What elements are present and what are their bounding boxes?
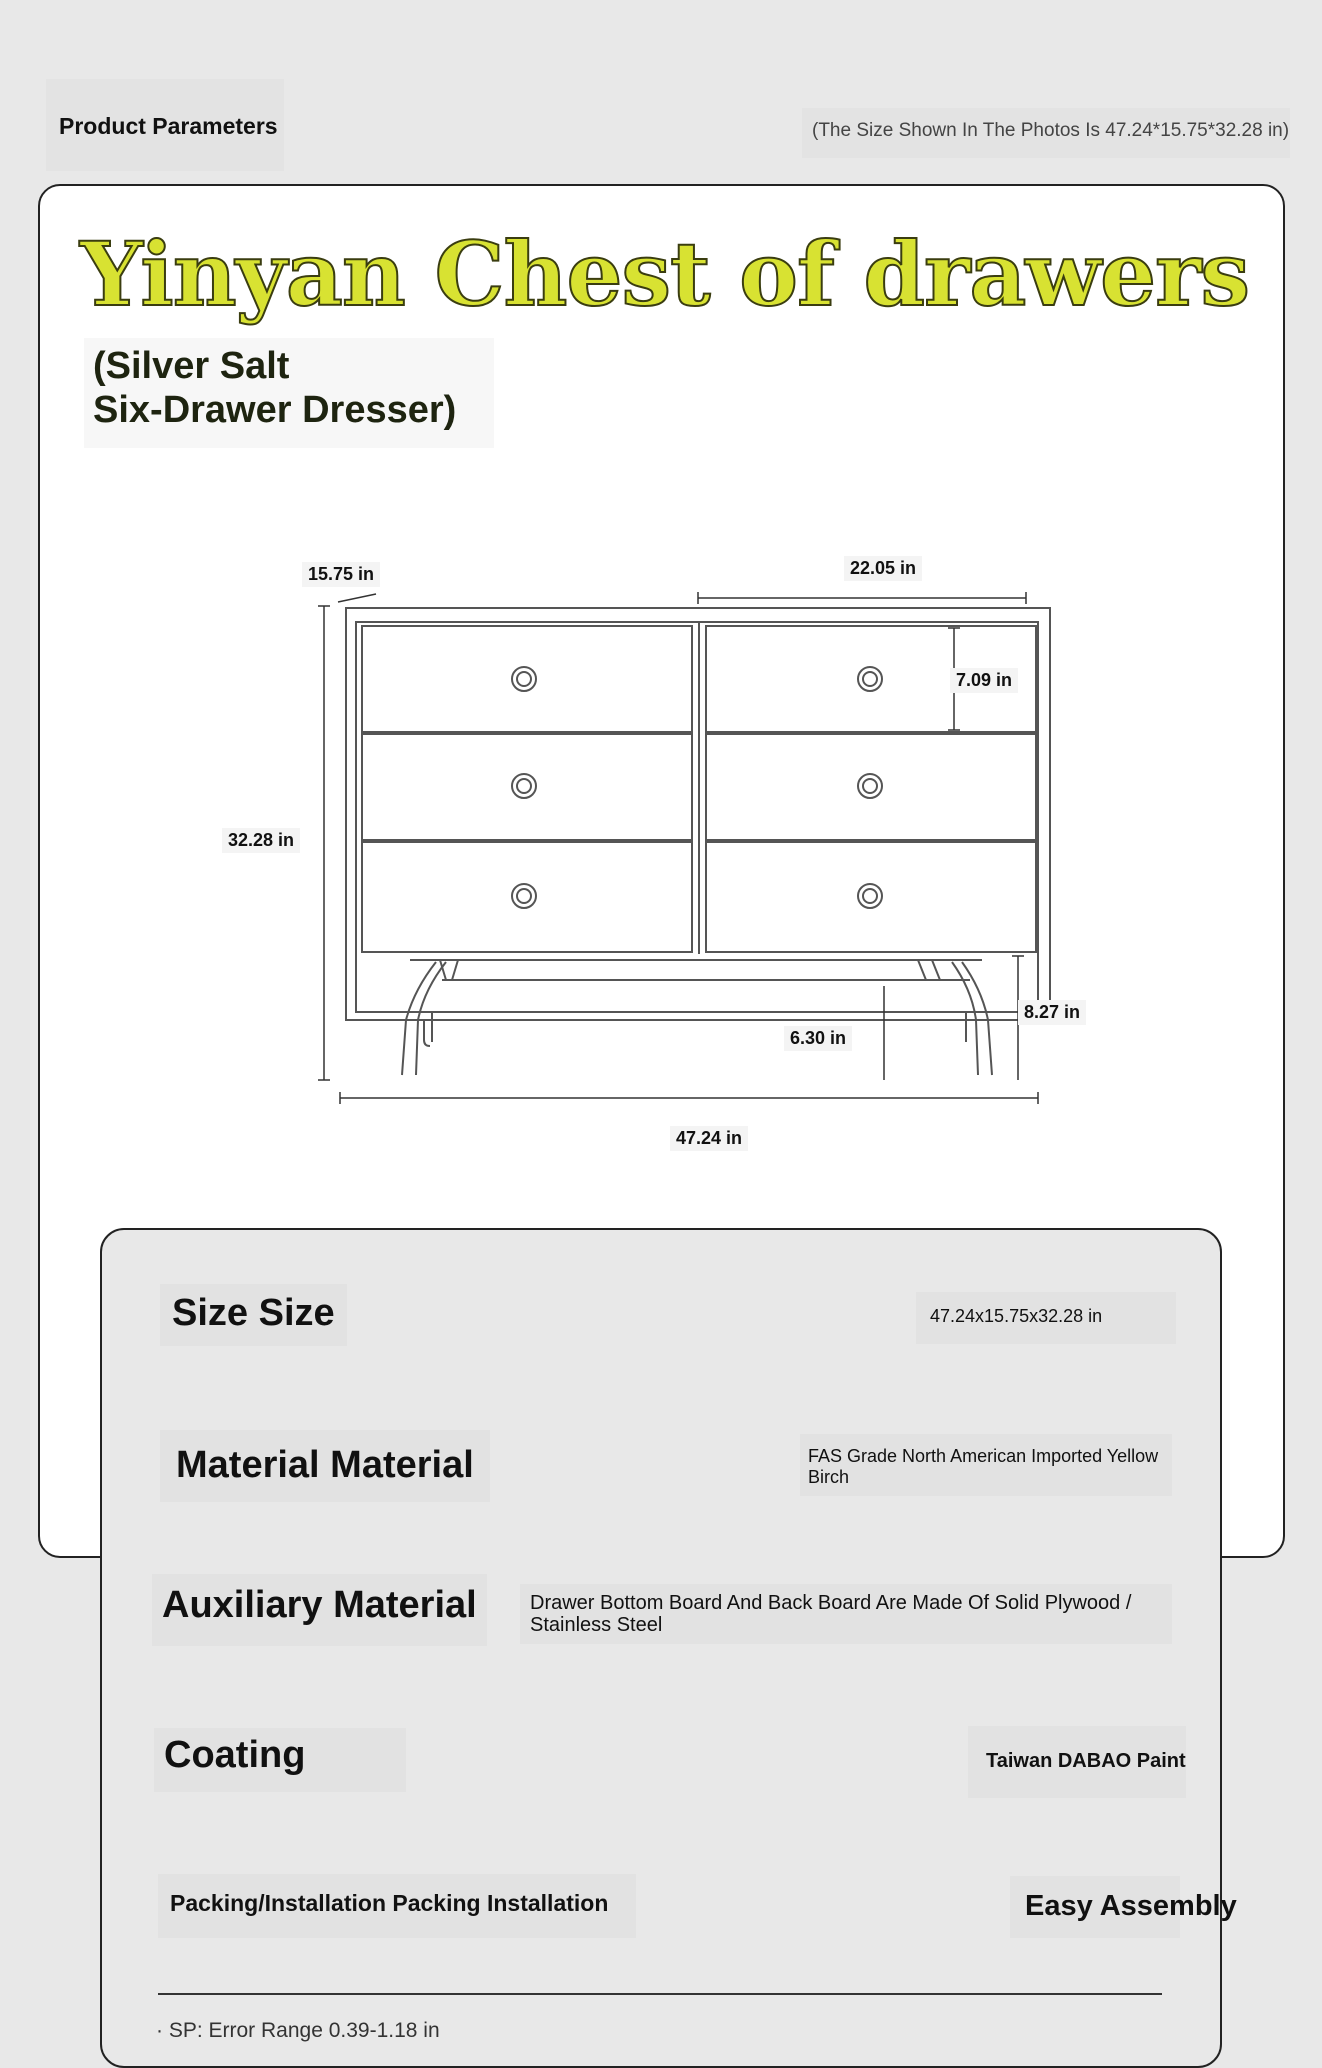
footnote: · SP: Error Range 0.39-1.18 in — [156, 2019, 440, 2042]
product-title: Yinyan Chest of drawers — [80, 222, 1250, 326]
dresser-dimension-drawing — [210, 550, 1110, 1160]
spec-label-packing: Packing/Installation Packing Installation — [158, 1874, 636, 1938]
spec-panel — [100, 1228, 1222, 2068]
subtitle-line-2: Six-Drawer Dresser) — [93, 389, 457, 431]
depth-dimension: 15.75 in — [302, 562, 380, 587]
size-note: (The Size Shown In The Photos Is 47.24*15.75*32.28 in) — [802, 108, 1290, 158]
clearance-dimension: 6.30 in — [784, 1026, 852, 1051]
spec-label-auxiliary: Auxiliary Material — [152, 1574, 487, 1646]
spec-label-material: Material Material — [160, 1430, 490, 1502]
spec-value-size: 47.24x15.75x32.28 in — [916, 1292, 1176, 1344]
subtitle-line-1: (Silver Salt — [93, 345, 290, 387]
spec-label-size: Size Size — [160, 1284, 347, 1346]
drawer-width-dimension: 22.05 in — [844, 556, 922, 581]
height-dimension: 32.28 in — [222, 828, 300, 853]
width-dimension: 47.24 in — [670, 1126, 748, 1151]
leg-height-dimension: 8.27 in — [1018, 1000, 1086, 1025]
section-title: Product Parameters — [46, 79, 284, 171]
spec-value-packing: Easy Assembly — [1010, 1876, 1180, 1938]
drawer-height-dimension: 7.09 in — [950, 668, 1018, 693]
spec-value-auxiliary: Drawer Bottom Board And Back Board Are Made Of Solid Plywood / Stainless Steel — [520, 1584, 1172, 1644]
product-subtitle — [84, 338, 494, 448]
spec-label-coating: Coating — [154, 1728, 406, 1792]
spec-value-coating: Taiwan DABAO Paint — [968, 1726, 1186, 1798]
spec-value-material: FAS Grade North American Imported Yellow Birch — [800, 1434, 1172, 1496]
divider — [158, 1993, 1162, 1995]
